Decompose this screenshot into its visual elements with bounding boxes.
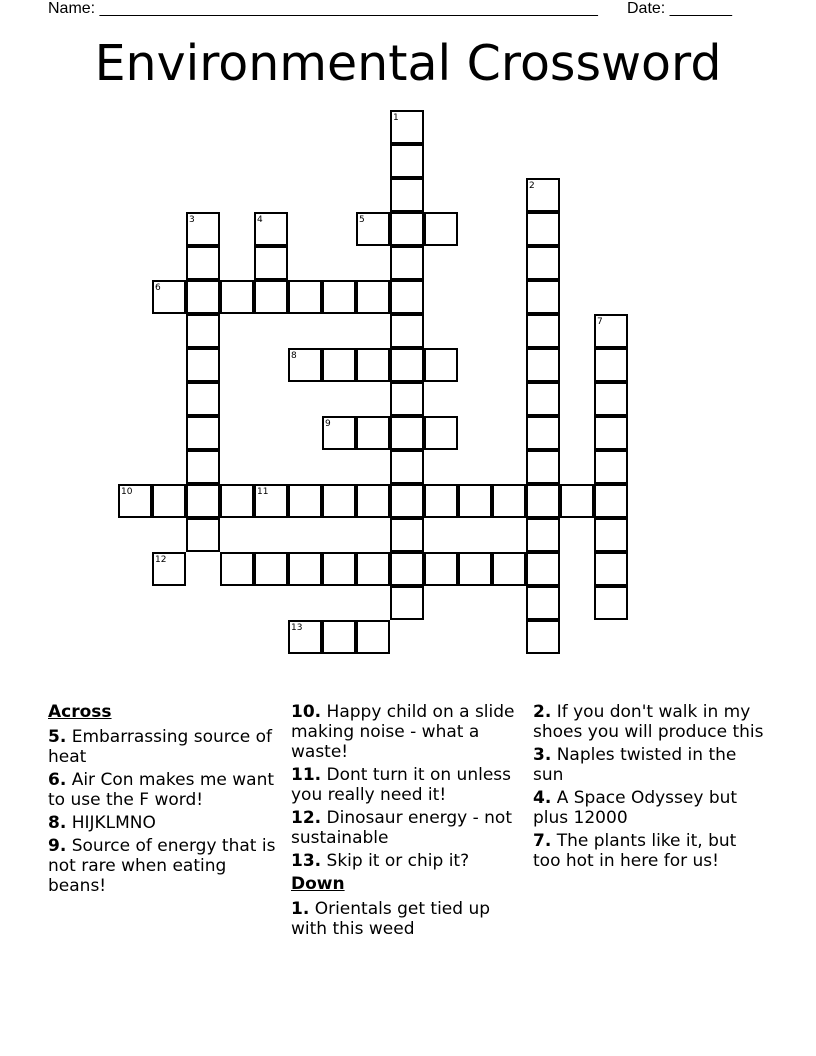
- grid-cell[interactable]: [390, 586, 424, 620]
- grid-cell[interactable]: [390, 348, 424, 382]
- clue-column-1: [48, 702, 283, 899]
- clue-text: The plants like it, but too hot in here for us!: [533, 831, 737, 871]
- clue-number-label: 10: [121, 487, 133, 497]
- grid-cell[interactable]: [186, 518, 220, 552]
- clue-number-label: 1: [393, 113, 399, 123]
- grid-cell[interactable]: [186, 212, 220, 246]
- clue-column-3: [533, 702, 768, 874]
- clue-number: 1.: [291, 899, 310, 919]
- grid-cell[interactable]: [152, 280, 186, 314]
- grid-cell[interactable]: [288, 484, 322, 518]
- grid-cell[interactable]: [288, 280, 322, 314]
- grid-cell[interactable]: [526, 178, 560, 212]
- clue-number-label: 9: [325, 419, 331, 429]
- clue-across-5: [48, 727, 283, 767]
- grid-cell[interactable]: [594, 518, 628, 552]
- clue-number: 2.: [533, 702, 552, 722]
- grid-cell[interactable]: [390, 450, 424, 484]
- grid-cell[interactable]: [424, 348, 458, 382]
- grid-cell[interactable]: [322, 484, 356, 518]
- clue-across-11: [291, 765, 526, 805]
- clue-text: Dont turn it on unless you really need it!: [291, 765, 511, 805]
- clue-number: 7.: [533, 831, 552, 851]
- grid-cell[interactable]: [594, 586, 628, 620]
- grid-cell[interactable]: [492, 484, 526, 518]
- clue-number: 8.: [48, 813, 67, 833]
- page-title: Environmental Crossword: [94, 35, 722, 92]
- grid-cell[interactable]: [390, 484, 424, 518]
- clue-number-label: 13: [291, 623, 303, 633]
- grid-cell[interactable]: [526, 620, 560, 654]
- grid-cell[interactable]: [390, 110, 424, 144]
- grid-cell[interactable]: [424, 212, 458, 246]
- grid-cell[interactable]: [424, 552, 458, 586]
- clue-column-2: [291, 702, 526, 942]
- grid-cell[interactable]: [322, 280, 356, 314]
- across-heading: Across: [48, 702, 112, 722]
- clue-number-label: 2: [529, 181, 535, 191]
- grid-cell[interactable]: [458, 552, 492, 586]
- clue-number: 3.: [533, 745, 552, 765]
- grid-cell[interactable]: [288, 348, 322, 382]
- down-heading: Down: [291, 874, 345, 894]
- grid-cell[interactable]: [526, 314, 560, 348]
- grid-cell[interactable]: [390, 314, 424, 348]
- grid-cell[interactable]: [594, 314, 628, 348]
- clue-number: 5.: [48, 727, 67, 747]
- clue-number: 12.: [291, 808, 322, 828]
- grid-cell[interactable]: [186, 450, 220, 484]
- grid-cell[interactable]: [390, 280, 424, 314]
- grid-cell[interactable]: [424, 484, 458, 518]
- grid-cell[interactable]: [526, 212, 560, 246]
- clue-number-label: 12: [155, 555, 167, 565]
- grid-cell[interactable]: [288, 620, 322, 654]
- grid-cell[interactable]: [356, 212, 390, 246]
- clue-down-3: [533, 745, 768, 785]
- grid-cell[interactable]: [390, 552, 424, 586]
- clue-number: 9.: [48, 836, 67, 856]
- grid-cell[interactable]: [356, 552, 390, 586]
- grid-cell[interactable]: [220, 484, 254, 518]
- clue-number-label: 4: [257, 215, 263, 225]
- clue-number-label: 11: [257, 487, 269, 497]
- grid-cell[interactable]: [390, 246, 424, 280]
- grid-cell[interactable]: [526, 450, 560, 484]
- clue-text: Naples twisted in the sun: [533, 745, 737, 785]
- grid-cell[interactable]: [526, 280, 560, 314]
- clue-across-12: [291, 808, 526, 848]
- grid-cell[interactable]: [390, 518, 424, 552]
- grid-cell[interactable]: [322, 416, 356, 450]
- clue-text: Skip it or chip it?: [326, 851, 470, 871]
- grid-cell[interactable]: [356, 416, 390, 450]
- clue-across-9: [48, 836, 283, 896]
- clue-number-label: 5: [359, 215, 365, 225]
- grid-cell[interactable]: [458, 484, 492, 518]
- clue-down-2: [533, 702, 768, 742]
- grid-cell[interactable]: [118, 484, 152, 518]
- clue-number: 10.: [291, 702, 322, 722]
- clue-text: If you don't walk in my shoes you will produce this: [533, 702, 764, 742]
- grid-cell[interactable]: [356, 484, 390, 518]
- grid-cell[interactable]: [594, 348, 628, 382]
- grid-cell[interactable]: [254, 212, 288, 246]
- grid-cell[interactable]: [186, 314, 220, 348]
- date-field-label: Date: _______: [627, 0, 732, 17]
- grid-cell[interactable]: [254, 552, 288, 586]
- clue-text: Happy child on a slide making noise - what a waste!: [291, 702, 515, 762]
- clue-text: Dinosaur energy - not sustainable: [291, 808, 512, 848]
- clue-down-7: [533, 831, 768, 871]
- clue-across-13: [291, 851, 526, 871]
- grid-cell[interactable]: [526, 246, 560, 280]
- grid-cell[interactable]: [526, 518, 560, 552]
- grid-cell[interactable]: [526, 382, 560, 416]
- grid-cell[interactable]: [254, 280, 288, 314]
- grid-cell[interactable]: [492, 552, 526, 586]
- grid-cell[interactable]: [594, 382, 628, 416]
- clue-text: Orientals get tied up with this weed: [291, 899, 491, 939]
- grid-cell[interactable]: [594, 552, 628, 586]
- grid-cell[interactable]: [390, 178, 424, 212]
- grid-cell[interactable]: [186, 382, 220, 416]
- clue-text: Embarrassing source of heat: [48, 727, 272, 767]
- clue-across-8: [48, 813, 283, 833]
- grid-cell[interactable]: [322, 348, 356, 382]
- clue-number-label: 7: [597, 317, 603, 327]
- grid-cell[interactable]: [186, 416, 220, 450]
- clue-number: 4.: [533, 788, 552, 808]
- clue-text: A Space Odyssey but plus 12000: [533, 788, 738, 828]
- clue-number: 6.: [48, 770, 67, 790]
- grid-cell[interactable]: [322, 620, 356, 654]
- grid-cell[interactable]: [356, 348, 390, 382]
- grid-cell[interactable]: [390, 382, 424, 416]
- clue-text: HIJKLMNO: [71, 813, 156, 833]
- grid-cell[interactable]: [526, 348, 560, 382]
- grid-cell[interactable]: [254, 246, 288, 280]
- grid-cell[interactable]: [390, 144, 424, 178]
- grid-cell[interactable]: [186, 348, 220, 382]
- grid-cell[interactable]: [390, 416, 424, 450]
- grid-cell[interactable]: [526, 552, 560, 586]
- clue-number: 11.: [291, 765, 322, 785]
- grid-cell[interactable]: [186, 280, 220, 314]
- grid-cell[interactable]: [152, 484, 186, 518]
- grid-cell[interactable]: [526, 416, 560, 450]
- grid-cell[interactable]: [186, 246, 220, 280]
- clue-number-label: 3: [189, 215, 195, 225]
- grid-cell[interactable]: [560, 484, 594, 518]
- grid-cell[interactable]: [526, 586, 560, 620]
- clue-text: Air Con makes me want to use the F word!: [48, 770, 275, 810]
- grid-cell[interactable]: [220, 552, 254, 586]
- grid-cell[interactable]: [424, 416, 458, 450]
- grid-cell[interactable]: [322, 552, 356, 586]
- grid-cell[interactable]: [594, 484, 628, 518]
- grid-cell[interactable]: [526, 484, 560, 518]
- clue-text: Source of energy that is not rare when eating beans!: [48, 836, 276, 896]
- grid-cell[interactable]: [594, 416, 628, 450]
- grid-cell[interactable]: [594, 450, 628, 484]
- clue-down-4: [533, 788, 768, 828]
- clue-across-10: [291, 702, 526, 762]
- clue-number: 13.: [291, 851, 322, 871]
- grid-cell[interactable]: [288, 552, 322, 586]
- clue-across-6: [48, 770, 283, 810]
- clue-number-label: 6: [155, 283, 161, 293]
- grid-cell[interactable]: [356, 620, 390, 654]
- grid-cell[interactable]: [356, 280, 390, 314]
- grid-cell[interactable]: [220, 280, 254, 314]
- name-field-label: Name: ________________________________________________________: [48, 0, 598, 17]
- grid-cell[interactable]: [390, 212, 424, 246]
- grid-cell[interactable]: [152, 552, 186, 586]
- grid-cell[interactable]: [254, 484, 288, 518]
- clue-down-1: [291, 899, 526, 939]
- clue-number-label: 8: [291, 351, 297, 361]
- grid-cell[interactable]: [186, 484, 220, 518]
